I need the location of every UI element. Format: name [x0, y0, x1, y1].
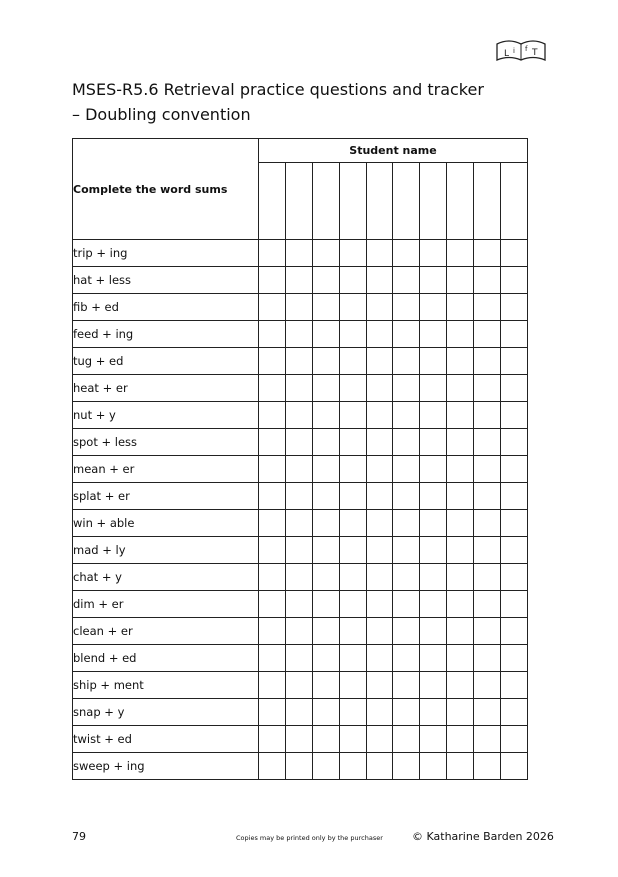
- word-sum-label: ship + ment: [73, 672, 259, 699]
- word-sum-row: [73, 348, 528, 375]
- tracker-cell[interactable]: [259, 294, 286, 321]
- word-sum-row: [73, 672, 528, 699]
- tracker-cell[interactable]: [339, 267, 366, 294]
- student-name-cell[interactable]: [420, 163, 447, 240]
- tracker-cell[interactable]: [501, 483, 528, 510]
- tracker-cell[interactable]: [285, 429, 312, 456]
- tracker-cell[interactable]: [259, 402, 286, 429]
- word-sum-row: [73, 753, 528, 780]
- tracker-cell[interactable]: [420, 753, 447, 780]
- tracker-cell[interactable]: [393, 510, 420, 537]
- title-line-2: – Doubling convention: [72, 105, 251, 124]
- tracker-cell[interactable]: [420, 483, 447, 510]
- tracker-cell[interactable]: [420, 402, 447, 429]
- tracker-cell[interactable]: [393, 537, 420, 564]
- tracker-cell[interactable]: [312, 618, 339, 645]
- tracker-cell[interactable]: [312, 645, 339, 672]
- word-sum-row: [73, 402, 528, 429]
- tracker-cell[interactable]: [474, 240, 501, 267]
- tracker-cell[interactable]: [259, 645, 286, 672]
- tracker-cell[interactable]: [312, 699, 339, 726]
- tracker-cell[interactable]: [259, 483, 286, 510]
- tracker-cell[interactable]: [420, 726, 447, 753]
- tracker-cell[interactable]: [393, 294, 420, 321]
- tracker-cell[interactable]: [339, 591, 366, 618]
- tracker-cell[interactable]: [420, 375, 447, 402]
- tracker-cell[interactable]: [339, 375, 366, 402]
- tracker-cell[interactable]: [339, 564, 366, 591]
- tracker-cell[interactable]: [501, 591, 528, 618]
- tracker-cell[interactable]: [366, 375, 393, 402]
- student-name-cell[interactable]: [366, 163, 393, 240]
- student-name-cell[interactable]: [474, 163, 501, 240]
- word-sum-label: win + able: [73, 510, 259, 537]
- tracker-cell[interactable]: [420, 348, 447, 375]
- tracker-cell[interactable]: [420, 321, 447, 348]
- tracker-cell[interactable]: [285, 510, 312, 537]
- word-sum-row: [73, 375, 528, 402]
- tracker-cell[interactable]: [366, 429, 393, 456]
- tracker-cell[interactable]: [285, 294, 312, 321]
- tracker-cell[interactable]: [285, 726, 312, 753]
- tracker-cell[interactable]: [366, 321, 393, 348]
- tracker-cell[interactable]: [339, 429, 366, 456]
- tracker-cell[interactable]: [366, 645, 393, 672]
- word-sum-row: [73, 267, 528, 294]
- tracker-cell[interactable]: [474, 591, 501, 618]
- tracker-cell[interactable]: [285, 618, 312, 645]
- tracker-cell[interactable]: [420, 645, 447, 672]
- tracker-cell[interactable]: [339, 240, 366, 267]
- tracker-cell[interactable]: [474, 402, 501, 429]
- copyright: © Katharine Barden 2026: [412, 830, 554, 843]
- tracker-cell[interactable]: [474, 321, 501, 348]
- tracker-cell[interactable]: [420, 267, 447, 294]
- tracker-cell[interactable]: [259, 240, 286, 267]
- tracker-cell[interactable]: [447, 348, 474, 375]
- tracker-cell[interactable]: [259, 699, 286, 726]
- tracker-cell[interactable]: [393, 618, 420, 645]
- tracker-cell[interactable]: [312, 510, 339, 537]
- student-name-cell[interactable]: [501, 163, 528, 240]
- word-sum-row: [73, 321, 528, 348]
- tracker-cell[interactable]: [474, 375, 501, 402]
- tracker-cell[interactable]: [366, 618, 393, 645]
- tracker-cell[interactable]: [312, 591, 339, 618]
- student-name-cell[interactable]: [259, 163, 286, 240]
- tracker-cell[interactable]: [501, 618, 528, 645]
- tracker-cell[interactable]: [259, 672, 286, 699]
- tracker-cell[interactable]: [366, 753, 393, 780]
- tracker-cell[interactable]: [420, 537, 447, 564]
- tracker-cell[interactable]: [339, 753, 366, 780]
- lift-book-logo: [495, 36, 547, 64]
- page-title: [72, 77, 552, 127]
- tracker-cell[interactable]: [501, 267, 528, 294]
- tracker-cell[interactable]: [447, 321, 474, 348]
- tracker-cell[interactable]: [501, 429, 528, 456]
- tracker-cell[interactable]: [393, 483, 420, 510]
- tracker-cell[interactable]: [420, 564, 447, 591]
- word-sum-row: [73, 294, 528, 321]
- tracker-cell[interactable]: [474, 348, 501, 375]
- word-sum-row: [73, 240, 528, 267]
- svg-text:f: f: [525, 45, 528, 53]
- tracker-cell[interactable]: [366, 564, 393, 591]
- tracker-cell[interactable]: [474, 672, 501, 699]
- tracker-cell[interactable]: [393, 645, 420, 672]
- word-sum-label: chat + y: [73, 564, 259, 591]
- tracker-cell[interactable]: [285, 672, 312, 699]
- tracker-cell[interactable]: [259, 429, 286, 456]
- tracker-cell[interactable]: [312, 429, 339, 456]
- tracker-cell[interactable]: [285, 402, 312, 429]
- tracker-cell[interactable]: [420, 672, 447, 699]
- tracker-cell[interactable]: [285, 645, 312, 672]
- tracker-cell[interactable]: [447, 294, 474, 321]
- tracker-cell[interactable]: [501, 645, 528, 672]
- tracker-cell[interactable]: [339, 348, 366, 375]
- tracker-cell[interactable]: [366, 510, 393, 537]
- tracker-cell[interactable]: [393, 591, 420, 618]
- word-sum-label: tug + ed: [73, 348, 259, 375]
- tracker-cell[interactable]: [501, 321, 528, 348]
- tracker-cell[interactable]: [285, 591, 312, 618]
- tracker-cell[interactable]: [339, 672, 366, 699]
- tracker-cell[interactable]: [447, 618, 474, 645]
- tracker-cell[interactable]: [259, 726, 286, 753]
- tracker-cell[interactable]: [393, 699, 420, 726]
- word-sum-label: heat + er: [73, 375, 259, 402]
- tracker-cell[interactable]: [474, 726, 501, 753]
- tracker-cell[interactable]: [501, 537, 528, 564]
- tracker-cell[interactable]: [474, 564, 501, 591]
- tracker-cell[interactable]: [393, 267, 420, 294]
- word-sum-label: snap + y: [73, 699, 259, 726]
- tracker-cell[interactable]: [285, 564, 312, 591]
- tracker-cell[interactable]: [447, 537, 474, 564]
- tracker-cell[interactable]: [312, 672, 339, 699]
- tracker-cell[interactable]: [393, 456, 420, 483]
- word-sum-label: trip + ing: [73, 240, 259, 267]
- tracker-cell[interactable]: [259, 537, 286, 564]
- tracker-cell[interactable]: [366, 726, 393, 753]
- tracker-cell[interactable]: [393, 348, 420, 375]
- word-sum-row: [73, 483, 528, 510]
- tracker-cell[interactable]: [339, 483, 366, 510]
- word-sum-row: [73, 456, 528, 483]
- tracker-cell[interactable]: [474, 456, 501, 483]
- tracker-cell[interactable]: [474, 483, 501, 510]
- tracker-cell[interactable]: [259, 321, 286, 348]
- word-sum-label: mad + ly: [73, 537, 259, 564]
- tracker-cell[interactable]: [420, 240, 447, 267]
- word-sum-row: [73, 591, 528, 618]
- tracker-cell[interactable]: [447, 456, 474, 483]
- tracker-cell[interactable]: [474, 645, 501, 672]
- tracker-cell[interactable]: [312, 240, 339, 267]
- word-sum-label: hat + less: [73, 267, 259, 294]
- tracker-cell[interactable]: [393, 402, 420, 429]
- tracker-cell[interactable]: [366, 348, 393, 375]
- tracker-cell[interactable]: [447, 699, 474, 726]
- tracker-cell[interactable]: [366, 537, 393, 564]
- word-sum-row: [73, 564, 528, 591]
- tracker-cell[interactable]: [339, 294, 366, 321]
- tracker-cell[interactable]: [393, 753, 420, 780]
- tracker-cell[interactable]: [501, 456, 528, 483]
- tracker-cell[interactable]: [285, 240, 312, 267]
- tracker-cell[interactable]: [420, 618, 447, 645]
- tracker-cell[interactable]: [474, 267, 501, 294]
- tracker-cell[interactable]: [501, 240, 528, 267]
- word-sum-row: [73, 537, 528, 564]
- tracker-cell[interactable]: [259, 564, 286, 591]
- tracker-cell[interactable]: [339, 537, 366, 564]
- word-sum-label: spot + less: [73, 429, 259, 456]
- tracker-cell[interactable]: [447, 240, 474, 267]
- tracker-cell[interactable]: [312, 267, 339, 294]
- tracker-cell[interactable]: [474, 294, 501, 321]
- tracker-cell[interactable]: [501, 726, 528, 753]
- tracker-cell[interactable]: [420, 294, 447, 321]
- tracker-cell[interactable]: [339, 726, 366, 753]
- word-sum-label: clean + er: [73, 618, 259, 645]
- tracker-cell[interactable]: [447, 375, 474, 402]
- tracker-cell[interactable]: [259, 375, 286, 402]
- word-sum-row: [73, 699, 528, 726]
- tracker-cell[interactable]: [501, 294, 528, 321]
- tracker-cell[interactable]: [312, 402, 339, 429]
- word-sum-label: sweep + ing: [73, 753, 259, 780]
- tracker-cell[interactable]: [501, 753, 528, 780]
- title-line-1: MSES-R5.6 Retrieval practice questions and tracker: [72, 80, 484, 99]
- tracker-cell[interactable]: [447, 591, 474, 618]
- tracker-cell[interactable]: [501, 564, 528, 591]
- word-sum-label: blend + ed: [73, 645, 259, 672]
- tracker-cell[interactable]: [447, 672, 474, 699]
- tracker-cell[interactable]: [366, 591, 393, 618]
- word-sum-label: twist + ed: [73, 726, 259, 753]
- tracker-cell[interactable]: [501, 375, 528, 402]
- tracker-cell[interactable]: [474, 753, 501, 780]
- tracker-cell[interactable]: [474, 618, 501, 645]
- tracker-cell[interactable]: [312, 537, 339, 564]
- student-name-cell[interactable]: [312, 163, 339, 240]
- tracker-cell[interactable]: [259, 267, 286, 294]
- tracker-cell[interactable]: [447, 645, 474, 672]
- tracker-cell[interactable]: [366, 672, 393, 699]
- tracker-cell[interactable]: [393, 672, 420, 699]
- tracker-cell[interactable]: [285, 699, 312, 726]
- tracker-cell[interactable]: [312, 375, 339, 402]
- tracker-cell[interactable]: [259, 348, 286, 375]
- tracker-cell[interactable]: [393, 726, 420, 753]
- tracker-cell[interactable]: [420, 591, 447, 618]
- student-name-cell[interactable]: [339, 163, 366, 240]
- student-name-header: Student name: [259, 139, 528, 163]
- tracker-cell[interactable]: [339, 402, 366, 429]
- tracker-cell[interactable]: [393, 429, 420, 456]
- tracker-cell[interactable]: [474, 429, 501, 456]
- word-sum-label: dim + er: [73, 591, 259, 618]
- word-sum-row: [73, 645, 528, 672]
- tracker-cell[interactable]: [339, 699, 366, 726]
- tracker-cell[interactable]: [501, 348, 528, 375]
- tracker-cell[interactable]: [366, 456, 393, 483]
- tracker-cell[interactable]: [312, 321, 339, 348]
- tracker-cell[interactable]: [447, 726, 474, 753]
- tracker-cell[interactable]: [312, 753, 339, 780]
- tracker-cell[interactable]: [285, 348, 312, 375]
- tracker-cell[interactable]: [420, 510, 447, 537]
- tracker-cell[interactable]: [420, 429, 447, 456]
- word-sum-label: nut + y: [73, 402, 259, 429]
- tracker-cell[interactable]: [339, 456, 366, 483]
- tracker-cell[interactable]: [393, 375, 420, 402]
- header-row: [73, 139, 528, 163]
- tracker-cell[interactable]: [501, 672, 528, 699]
- tracker-cell[interactable]: [312, 294, 339, 321]
- tracker-cell[interactable]: [339, 321, 366, 348]
- word-sum-row: [73, 510, 528, 537]
- tracker-cell[interactable]: [474, 510, 501, 537]
- copy-note: Copies may be printed only by the purchaser: [236, 834, 383, 842]
- tracker-cell[interactable]: [285, 483, 312, 510]
- tracker-cell[interactable]: [259, 591, 286, 618]
- word-sum-label: mean + er: [73, 456, 259, 483]
- tracker-cell[interactable]: [366, 267, 393, 294]
- tracker-cell[interactable]: [447, 753, 474, 780]
- tracker-cell[interactable]: [474, 537, 501, 564]
- tracker-cell[interactable]: [393, 240, 420, 267]
- prompt-cell: Complete the word sums: [73, 139, 259, 240]
- tracker-cell[interactable]: [474, 699, 501, 726]
- svg-text:T: T: [532, 48, 538, 58]
- tracker-cell[interactable]: [447, 429, 474, 456]
- tracker-cell[interactable]: [393, 321, 420, 348]
- student-name-cell[interactable]: [285, 163, 312, 240]
- tracker-cell[interactable]: [366, 483, 393, 510]
- tracker-table: [72, 138, 528, 780]
- tracker-cell[interactable]: [501, 699, 528, 726]
- tracker-cell[interactable]: [285, 375, 312, 402]
- tracker-cell[interactable]: [339, 645, 366, 672]
- tracker-cell[interactable]: [312, 348, 339, 375]
- tracker-cell[interactable]: [393, 564, 420, 591]
- tracker-cell[interactable]: [285, 321, 312, 348]
- tracker-cell[interactable]: [312, 456, 339, 483]
- tracker-cell[interactable]: [366, 240, 393, 267]
- tracker-cell[interactable]: [312, 564, 339, 591]
- tracker-cell[interactable]: [312, 483, 339, 510]
- word-sum-label: fib + ed: [73, 294, 259, 321]
- student-name-cell[interactable]: [447, 163, 474, 240]
- tracker-cell[interactable]: [447, 402, 474, 429]
- tracker-cell[interactable]: [366, 294, 393, 321]
- tracker-cell[interactable]: [339, 618, 366, 645]
- tracker-cell[interactable]: [447, 510, 474, 537]
- tracker-cell[interactable]: [285, 456, 312, 483]
- tracker-cell[interactable]: [501, 510, 528, 537]
- tracker-cell[interactable]: [259, 753, 286, 780]
- word-sum-label: splat + er: [73, 483, 259, 510]
- tracker-cell[interactable]: [285, 537, 312, 564]
- word-sum-row: [73, 618, 528, 645]
- tracker-cell[interactable]: [259, 510, 286, 537]
- tracker-cell[interactable]: [447, 483, 474, 510]
- tracker-cell[interactable]: [285, 267, 312, 294]
- svg-text:i: i: [513, 47, 515, 55]
- page-number: 79: [72, 830, 86, 843]
- svg-text:L: L: [504, 49, 510, 59]
- tracker-cell[interactable]: [285, 753, 312, 780]
- tracker-cell[interactable]: [366, 699, 393, 726]
- tracker-cell[interactable]: [312, 726, 339, 753]
- tracker-cell[interactable]: [447, 267, 474, 294]
- tracker-cell[interactable]: [259, 618, 286, 645]
- tracker-cell[interactable]: [259, 456, 286, 483]
- tracker-cell[interactable]: [501, 402, 528, 429]
- tracker-cell[interactable]: [420, 699, 447, 726]
- tracker-cell[interactable]: [339, 510, 366, 537]
- tracker-cell[interactable]: [420, 456, 447, 483]
- word-sum-row: [73, 429, 528, 456]
- tracker-cell[interactable]: [447, 564, 474, 591]
- word-sum-label: feed + ing: [73, 321, 259, 348]
- student-name-cell[interactable]: [393, 163, 420, 240]
- tracker-cell[interactable]: [366, 402, 393, 429]
- word-sum-row: [73, 726, 528, 753]
